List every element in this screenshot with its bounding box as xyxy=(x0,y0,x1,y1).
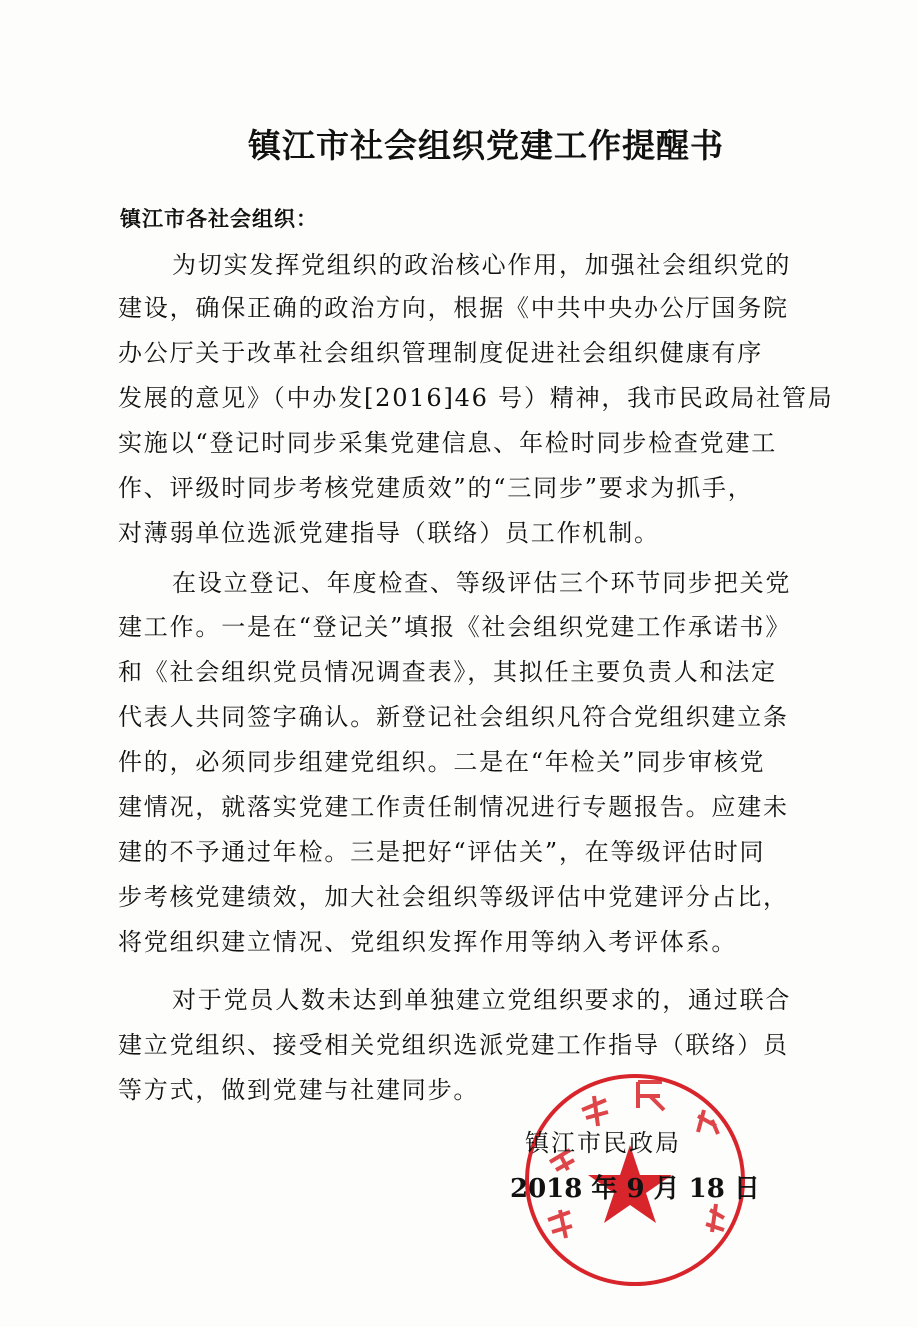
signature-org: 镇江市民政局 xyxy=(525,1129,681,1157)
paragraph-line: 发展的意见》（中办发[2016]46 号）精神，我市民政局社管局 xyxy=(118,384,834,412)
paragraph-line: 对薄弱单位选派党建指导（联络）员工作机制。 xyxy=(118,519,660,547)
paragraph-line: 和《社会组织党员情况调查表》，其拟任主要负责人和法定 xyxy=(118,658,777,686)
paragraph-line: 办公厅关于改革社会组织管理制度促进社会组织健康有序 xyxy=(118,339,763,367)
paragraph-line: 代表人共同签字确认。新登记社会组织凡符合党组织建立条 xyxy=(118,703,789,731)
paragraph-line: 等方式，做到党建与社建同步。 xyxy=(118,1076,480,1104)
seal-lettering-strokes xyxy=(548,1082,724,1238)
paragraph-line: 对于党员人数未达到单独建立党组织要求的，通过联合 xyxy=(172,986,792,1014)
paragraph-line: 建设，确保正确的政治方向，根据《中共中央办公厅国务院 xyxy=(118,294,789,322)
paragraph-line: 为切实发挥党组织的政治核心作用，加强社会组织党的 xyxy=(172,251,792,279)
paragraph-line: 建立党组织、接受相关党组织选派党建工作指导（联络）员 xyxy=(118,1031,789,1059)
paragraph-line: 建工作。一是在“登记关”填报《社会组织党建工作承诺书》 xyxy=(118,613,792,641)
paragraph-line: 实施以“登记时同步采集党建信息、年检时同步检查党建工 xyxy=(118,429,778,457)
paragraph-line: 作、评级时同步考核党建质效”的“三同步”要求为抓手， xyxy=(118,474,754,502)
paragraph-line: 建的不予通过年检。三是把好“评估关”，在等级评估时同 xyxy=(118,838,766,866)
paragraph-line: 建情况，就落实党建工作责任制情况进行专题报告。应建未 xyxy=(118,793,789,821)
paragraph-line: 件的，必须同步组建党组织。二是在“年检关”同步审核党 xyxy=(118,748,766,776)
paragraph-line: 步考核党建绩效，加大社会组织等级评估中党建评分占比， xyxy=(118,883,789,911)
paragraph-line: 将党组织建立情况、党组织发挥作用等纳入考评体系。 xyxy=(118,928,738,956)
salutation: 镇江市各社会组织： xyxy=(120,206,318,231)
paragraph-line: 在设立登记、年度检查、等级评估三个环节同步把关党 xyxy=(172,569,792,597)
document-title: 镇江市社会组织党建工作提醒书 xyxy=(248,126,724,165)
document-date: 2018 年 9 月 18 日 xyxy=(510,1174,760,1204)
